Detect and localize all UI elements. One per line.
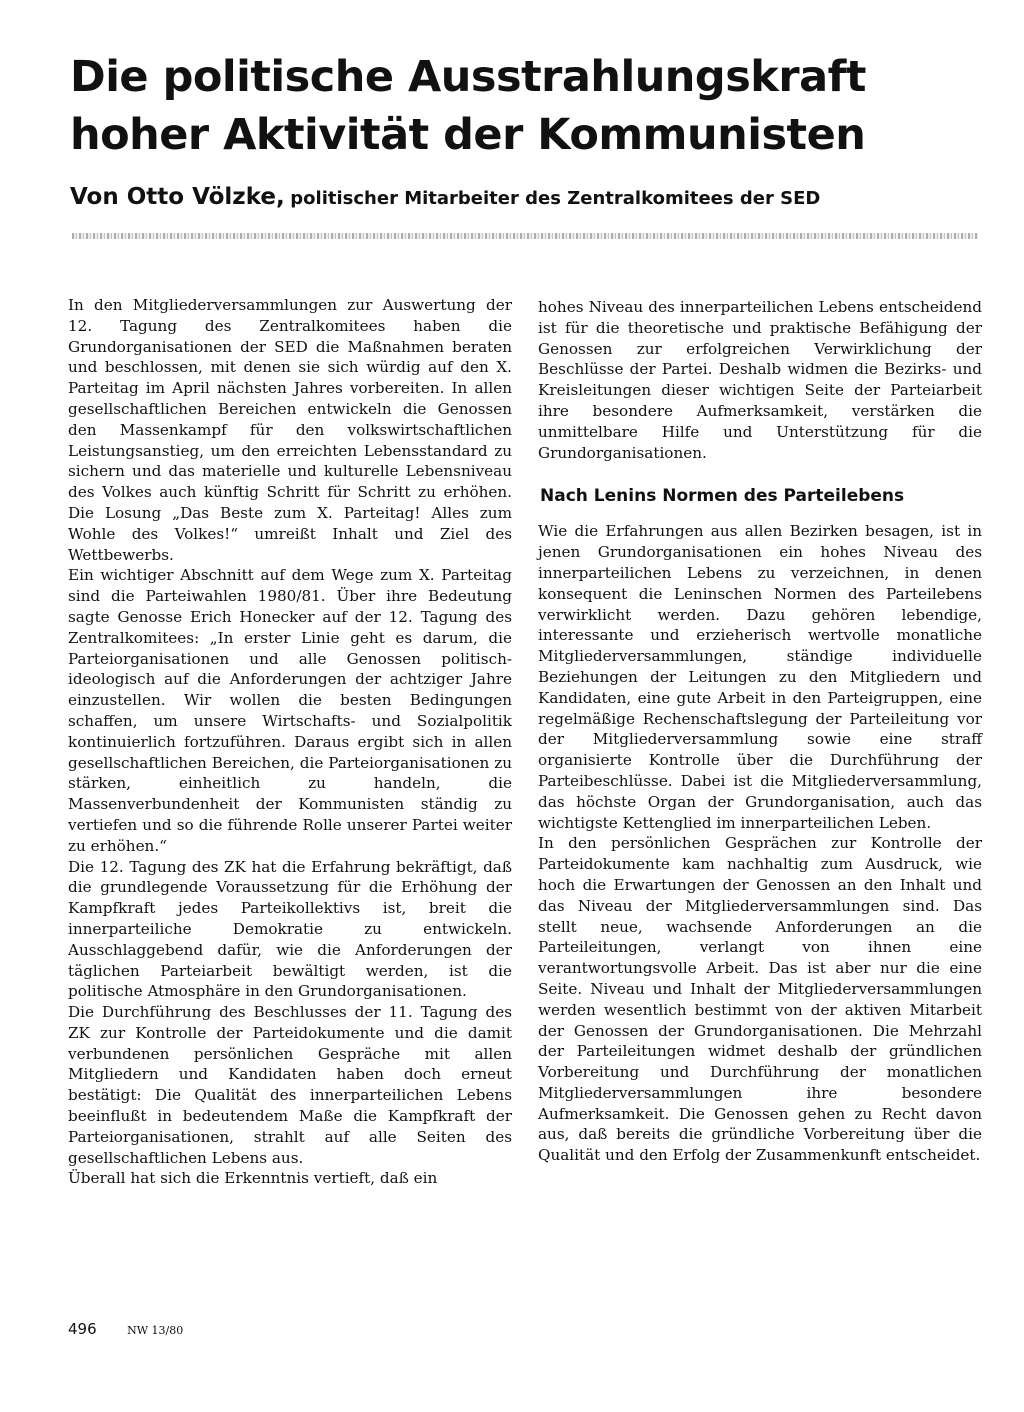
paragraph: Wie die Erfahrungen aus allen Bezirken besagen, ist in jenen Grundorganisationen ein hohes Niveau des innerparteilichen Lebens zu verzeichnen, in denen konsequent die Leninschen Normen des Parteilebens verwirklicht werden. Dazu gehören lebendige, interessante und erzieherisch wertvolle monatliche Mitgliederversammlungen, ständige individuelle Beziehungen der Leitungen zu den Mitgliedern und Kandidaten, eine gute Arbeit in den Parteigruppen, eine regelmäßige Rechenschaftslegung der Parteileitung vor der Mitgliederversammlung sowie eine straff organisierte Kontrolle über die Durchführung der Parteibeschlüsse. Dabei ist die Mitgliederversammlung, das höchste Organ der Grundorganisation, auch das wichtigste Kettenglied im innerparteilichen Leben. — [538, 522, 982, 832]
decorative-rule — [72, 233, 978, 239]
right-column — [538, 297, 982, 1166]
page-number: 496 — [68, 1320, 97, 1338]
paragraph: hohes Niveau des innerparteilichen Lebens entscheidend ist für die theoretische und praktische Befähigung der Genossen zur erfolgreichen Verwirklichung der Beschlüsse der Partei. Deshalb widmen die Bezirks- und Kreisleitungen dieser wichtigen Seite der Parteiarbeit ihre besondere Aufmerksamkeit, verstärken die unmittelbare Hilfe und Unterstützung für die Grundorganisationen. — [538, 298, 982, 462]
title-line-1: Die politische Ausstrahlungskraft — [70, 52, 866, 102]
title-line-2: hoher Aktivität der Kommunisten — [70, 110, 866, 160]
paragraph: Die 12. Tagung des ZK hat die Erfahrung bekräftigt, daß die grundlegende Voraussetzung für die Erhöhung der Kampfkraft jedes Parteikollektivs ist, breit die innerparteiliche Demokratie zu entwickeln. Ausschlaggebend dafür, wie die Anforderungen der täglichen Parteiarbeit bewältigt werden, ist die politische Atmosphäre in den Grundorganisationen. — [68, 857, 512, 1001]
author-role: politischer Mitarbeiter des Zentralkomitees der SED — [290, 188, 821, 209]
paragraph: In den Mitgliederversammlungen zur Auswertung der 12. Tagung des Zentralkomitees haben die Grundorganisationen der SED die Maßnahmen beraten und beschlossen, mit denen sie sich würdig auf den X. Parteitag im April nächsten Jahres vorbereiten. In allen gesellschaftlichen Bereichen entwickeln die Genossen den Massenkampf für den volkswirtschaftlichen Leistungsanstieg, um den erreichten Lebensstandard zu sichern und das materielle und kulturelle Lebensniveau des Volkes auch künftig Schritt für Schritt zu erhöhen. Die Losung „Das Beste zum X. Parteitag! Alles zum Wohle des Volkes!“ umreißt Inhalt und Ziel des Wettbewerbs. — [68, 296, 512, 564]
paragraph: Ein wichtiger Abschnitt auf dem Wege zum X. Parteitag sind die Parteiwahlen 1980/81. Über ihre Bedeutung sagte Genosse Erich Honecker auf der 12. Tagung des Zentralkomitees: „In erster Linie geht es darum, die Parteiorganisationen und alle Genossen politisch-ideologisch auf die Anforderungen der achtziger Jahre einzustellen. Wir wollen die besten Bedingungen schaffen, um unsere Wirtschafts- und Sozialpolitik kontinuierlich fortzuführen. Daraus ergibt sich in allen gesellschaftlichen Bereichen, die Parteiorganisationen zu stärken, einheitlich zu handeln, die Massenverbundenheit der Kommunisten ständig zu vertiefen und so die führende Rolle unserer Partei weiter zu erhöhen.“ — [68, 566, 512, 855]
page-footer — [68, 1320, 183, 1338]
paragraph: Überall hat sich die Erkenntnis vertieft, daß ein — [68, 1169, 438, 1188]
left-column — [68, 295, 512, 1189]
section-heading: Nach Lenins Normen des Parteilebens — [540, 486, 905, 507]
paragraph: Die Durchführung des Beschlusses der 11. Tagung des ZK zur Kontrolle der Parteidokumente und die damit verbundenen persönlichen Gespräche mit allen Mitgliedern und Kandidaten haben doch erneut bestätigt: Die Qualität des innerparteilichen Lebens beeinflußt in bedeutendem Maße die Kampfkraft der Parteiorganisationen, strahlt auf alle Seiten des gesellschaftlichen Lebens aus. — [68, 1003, 512, 1167]
issue-label: NW 13/80 — [127, 1324, 184, 1337]
paragraph: In den persönlichen Gesprächen zur Kontrolle der Parteidokumente kam nachhaltig zum Ausdruck, wie hoch die Erwartungen der Genossen an den Inhalt und das Niveau der Mitgliederversammlungen sind. Das stellt neue, wachsende Anforderungen an die Parteileitungen, verlangt von ihnen eine verantwortungsvolle Arbeit. Das ist aber nur die eine Seite. Niveau und Inhalt der Mitgliederversammlungen werden wesentlich bestimmt von der aktiven Mitarbeit der Genossen der Grundorganisationen. Die Mehrzahl der Parteileitungen widmet deshalb der gründlichen Vorbereitung und Durchführung der monatlichen Mitgliederversammlungen ihre besondere Aufmerksamkeit. Die Genossen gehen zu Recht davon aus, daß bereits die gründliche Vorbereitung über die Qualität und den Erfolg der Zusammenkunft entscheidet. — [538, 834, 982, 1165]
byline — [70, 184, 970, 210]
article-title — [70, 48, 970, 164]
author-name: Von Otto Völzke, — [70, 184, 285, 210]
